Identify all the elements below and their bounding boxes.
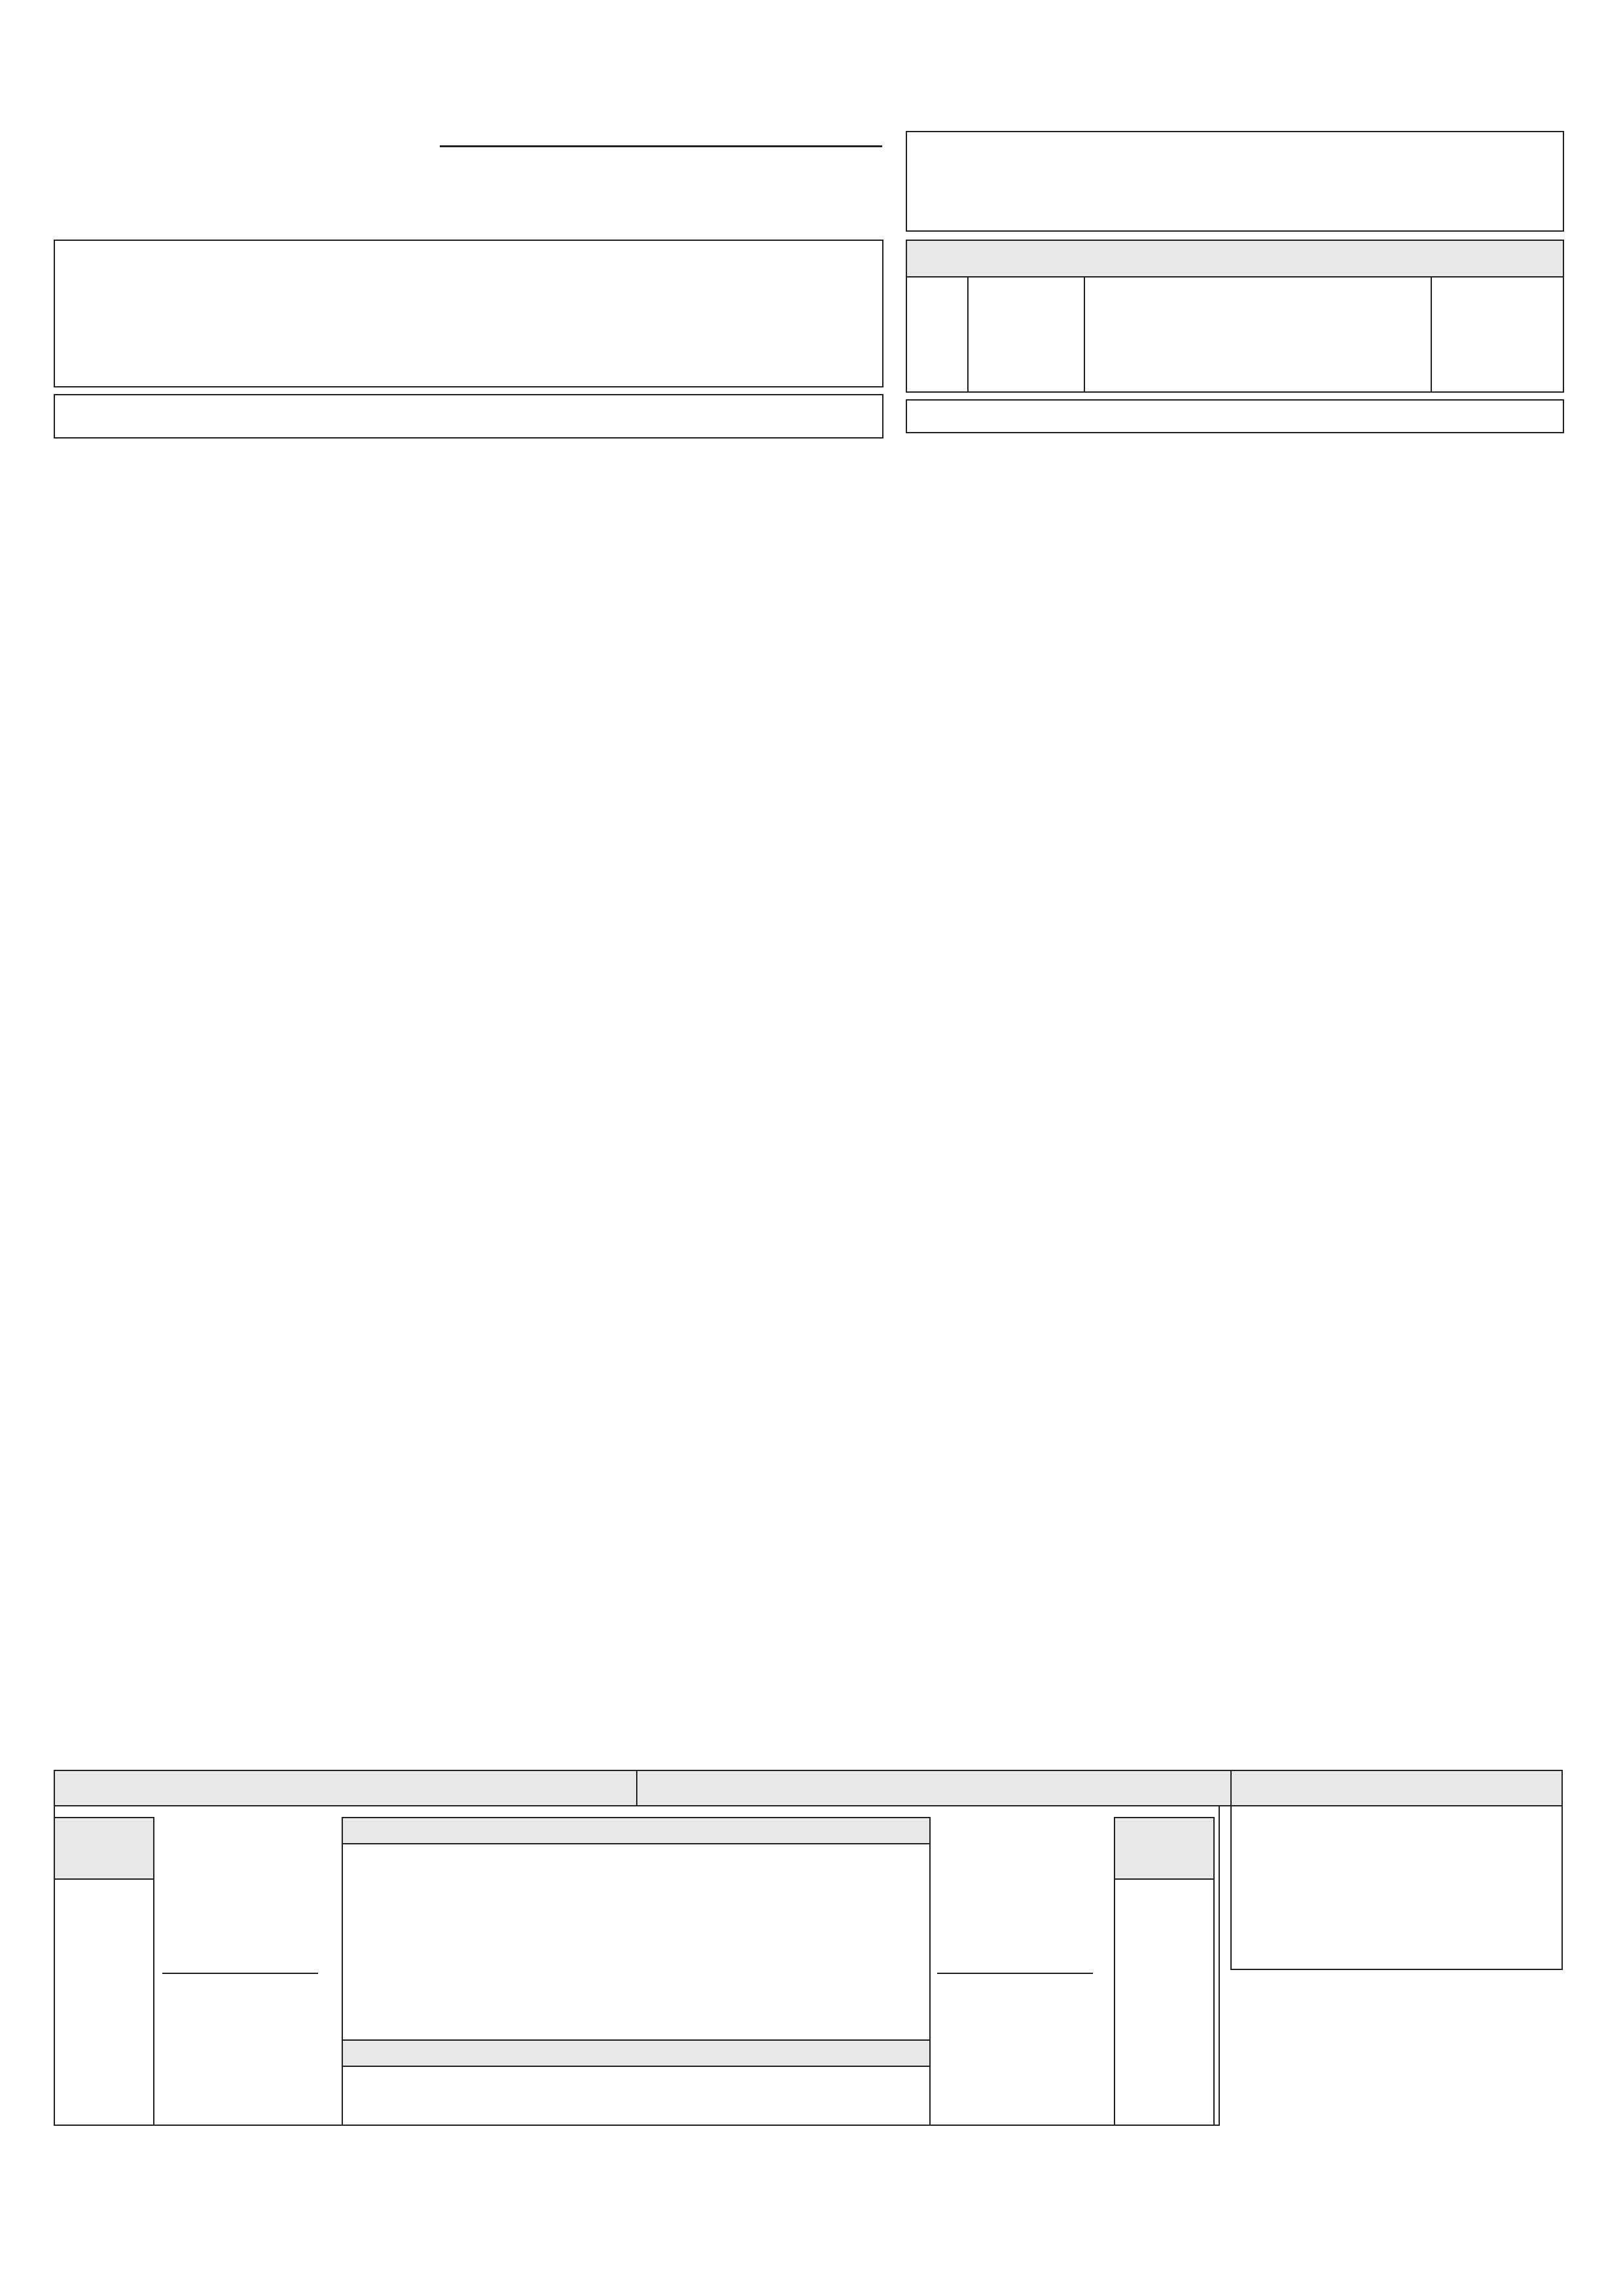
away-rotation-box [1114,1817,1215,2126]
sets-box [906,240,1564,393]
sets-total-box [906,399,1564,433]
home-rotation-box [54,1817,154,2126]
referee-box [54,394,883,439]
counter-attack-box [342,2039,931,2126]
legend-box [1230,1770,1563,1970]
first-attack-box [342,1817,931,2041]
title-rule [440,145,882,147]
result-box [906,131,1564,232]
match-info-box [54,240,883,387]
